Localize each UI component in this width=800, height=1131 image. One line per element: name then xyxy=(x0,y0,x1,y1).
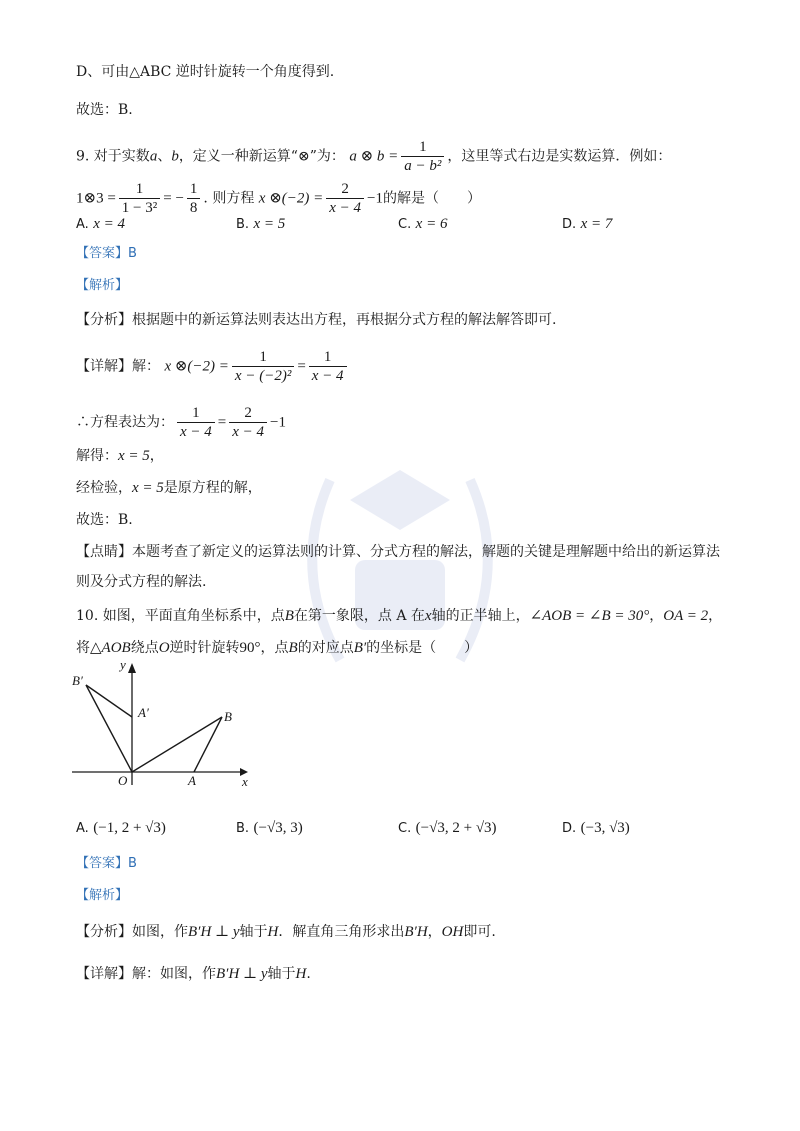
q9-option-d: D. x = 7 xyxy=(562,216,613,232)
q9-analysis-heading: 【解析】 xyxy=(76,278,129,293)
q9-check: 经检验，x = 5是原方程的解， xyxy=(76,480,262,496)
q10-stem-2: 将△AOB绕点O逆时针旋转90°，点B的对应点B′的坐标是（ ） xyxy=(76,640,479,656)
q10-option-b: B. (−√3, 3) xyxy=(236,820,303,836)
q9-stem: 9. 对于实数a、b，定义一种新运算“⊗”为： a ⊗ b = $\frac{1}{\text{a − b²}}$ ，这里等式右边是实数运算．例如： xyxy=(76,139,672,174)
segment-a-prime-b-prime xyxy=(86,685,132,717)
q9-fenxi: 【分析】根据题中的新运算法则表达出方程，再根据分式方程的解法解答即可. xyxy=(76,312,557,328)
xj-fraction-1: $\frac{1}{\text{x − (−2)²}}$ xyxy=(232,348,294,385)
q9-equation: ∴方程表达为： $\frac{1}{x - 4}$ = $\frac{2}{x - 4}$ −1 xyxy=(76,405,286,440)
label-a: A xyxy=(188,773,196,788)
label-o: O xyxy=(118,773,128,788)
q10-xiangjie: 【详解】解：如图，作B′H ⊥ y轴于H. xyxy=(76,966,311,982)
q9-example: 1⊗3 = $\frac{1}{\text{1 − 3²}}$ = − $\frac{1}{8}$ . 则方程 x ⊗(−2) = $\frac{2}{x - 4}$ −1的解是（ ） xyxy=(76,181,481,216)
y-axis-arrow xyxy=(128,663,136,673)
q10-option-c: C. (−√3, 2 + √3) xyxy=(398,820,497,836)
label-y: y xyxy=(120,657,126,672)
q9-xiangjie: 【详解】解： x ⊗(−2) = $\frac{1}{\text{x − (−2)²}}$ = $\frac{1}{x - 4}$ xyxy=(76,348,350,385)
label-b: B xyxy=(224,709,232,724)
q9-def-fraction: $\frac{1}{\text{a − b²}}$ xyxy=(401,138,444,175)
option-d-text: D、可由△ABC 逆时针旋转一个角度得到. xyxy=(76,64,335,80)
label-a-prime: A′ xyxy=(138,705,149,720)
ex-fraction-1: $\frac{1}{\text{1 − 3²}}$ xyxy=(119,180,160,217)
choose-line: 故选：B. xyxy=(76,102,133,118)
q9-dianjing-2: 则及分式方程的解法. xyxy=(76,574,207,590)
q9-choose: 故选：B. xyxy=(76,512,133,528)
q10-fenxi: 【分析】如图，作B′H ⊥ y轴于H．解直角三角形求出B′H，OH即可. xyxy=(76,924,496,940)
q9-solve: 解得：x = 5， xyxy=(76,448,164,464)
ex-fraction-2: $\frac{1}{8}$ xyxy=(187,180,201,217)
segment-ob-prime xyxy=(86,685,132,772)
q9-option-b: B. x = 5 xyxy=(236,216,286,232)
xj-fraction-2: $\frac{1}{x - 4}$ xyxy=(309,348,347,385)
q10-answer: 【答案】B xyxy=(76,856,137,871)
q9-answer: 【答案】B xyxy=(76,246,137,261)
q10-option-a: A. (−1, 2 + √3) xyxy=(76,820,166,836)
watermark-logo xyxy=(270,440,530,700)
q9-option-a: A. x = 4 xyxy=(76,216,126,232)
eqn-fraction-2: $\frac{2}{x - 4}$ xyxy=(229,404,267,441)
eqn-fraction-1: $\frac{1}{x - 4}$ xyxy=(177,404,215,441)
label-b-prime: B′ xyxy=(72,673,83,688)
q9-option-c: C. x = 6 xyxy=(398,216,448,232)
label-x: x xyxy=(242,774,248,789)
q10-stem-1: 10. 如图，平面直角坐标系中，点B在第一象限，点 A 在x轴的正半轴上，∠AOB = ∠B = 30°，OA = 2， xyxy=(76,608,723,624)
q10-figure xyxy=(72,655,262,795)
ex-fraction-3: $\frac{2}{x - 4}$ xyxy=(326,180,364,217)
q9-dianjing-1: 【点睛】本题考查了新定义的运算法则的计算、分式方程的解法，解题的关键是理解题中给出的新运算法 xyxy=(76,544,720,560)
q10-analysis-heading: 【解析】 xyxy=(76,888,129,903)
q10-option-d: D. (−3, √3) xyxy=(562,820,630,836)
